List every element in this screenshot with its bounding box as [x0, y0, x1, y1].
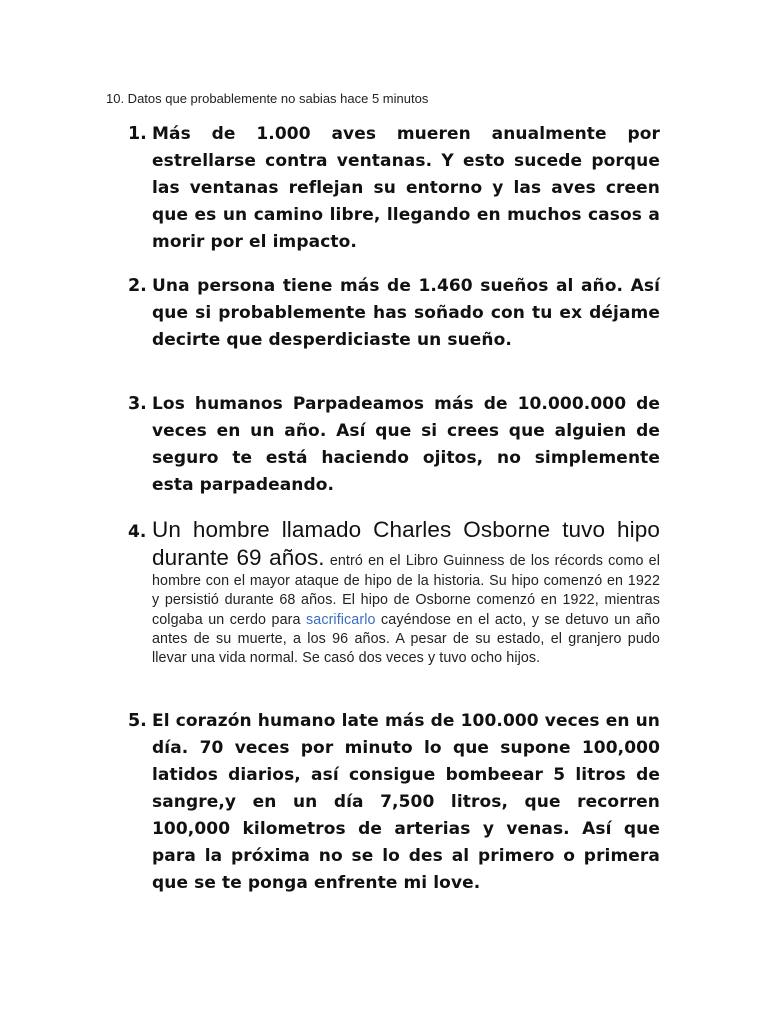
item-text	[152, 516, 660, 668]
document-title: 10. Datos que probablemente no sabias hace 5 minutos	[106, 91, 429, 106]
item-text: Una persona tiene más de 1.460 sueños al año. Así que si probablemente has soñado con tu ex déjame decirte que desperdiciaste un sueño.	[152, 276, 660, 350]
item-text-part-a: entró en el Libro Guinness de los récords como el hombre con el mayor ataque de hipo de la historia. Su hipo comenzó en 1922 y persistió durante 68 años. El hipo de Osborne comenzó en 1922, mientras colgaba un cerdo para	[152, 553, 660, 628]
list-item-1	[128, 121, 660, 256]
item-text-part-b: cayéndose en el acto, y se detuvo un año antes de su muerte, a los 96 años. A pesar de su estado, el granjero pudo llevar una vida normal. Se casó dos veces y tuvo ocho hijos.	[152, 611, 660, 667]
list-item-5	[128, 708, 660, 897]
item-number: 4.	[128, 522, 147, 542]
list-item-4	[128, 516, 660, 668]
item-number: 3.	[128, 394, 147, 414]
item-number: 5.	[128, 711, 147, 731]
item-heading: Un hombre llamado Charles Osborne tuvo hipo durante 69 años.	[152, 517, 660, 570]
item-text: Más de 1.000 aves mueren anualmente por estrellarse contra ventanas. Y esto sucede porque las ventanas reflejan su entorno y las aves creen que es un camino libre, llegando en muchos casos a morir por el impacto.	[152, 124, 660, 252]
item-text: El corazón humano late más de 100.000 veces en un día. 70 veces por minuto lo que supone 100,000 latidos diarios, así consigue bombeear 5 litros de sangre,y en un día 7,500 litros, que recorren 100,000 kilometros de arterias y venas. Así que para la próxima no se lo des al primero o primera que se te ponga enfrente mi love.	[152, 711, 660, 893]
item-number: 1.	[128, 124, 147, 144]
list-item-3	[128, 391, 660, 499]
item-number: 2.	[128, 276, 147, 296]
item-text: Los humanos Parpadeamos más de 10.000.000 de veces en un año. Así que si crees que alguien de seguro te está haciendo ojitos, no simplemente esta parpadeando.	[152, 394, 660, 495]
list-item-2	[128, 273, 660, 354]
sacrificarlo-link[interactable]: sacrificarlo	[306, 611, 376, 628]
